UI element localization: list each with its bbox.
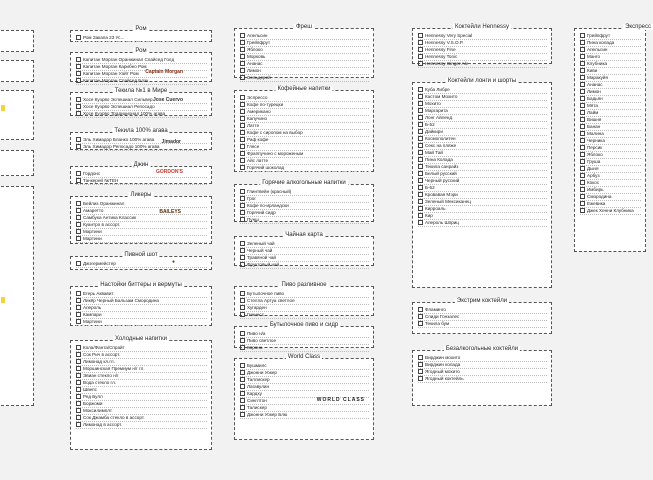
menu-item: Текила санрайз — [418, 164, 547, 171]
menu-item: Черный русский — [418, 178, 547, 185]
menu-item: Лагавулин — [240, 384, 369, 391]
menu-item: Ягодный мохито — [418, 369, 547, 376]
gordons-logo: GORDON'S — [155, 169, 183, 175]
menu-item: Фламинго — [418, 307, 547, 314]
col1-box2 — [70, 48, 212, 83]
menu-item: Пиво светлое — [240, 338, 369, 345]
col1-box2-list — [71, 53, 211, 87]
menu-item: Айс латте — [240, 158, 369, 165]
menu-item: Фруктовый чай — [240, 262, 369, 269]
menu-item: Вирджин мохито — [418, 355, 547, 362]
menu-item: Самбука Антика Классик — [76, 215, 207, 222]
menu-item: Корона — [240, 345, 369, 352]
menu-item: Кофе по-ирландски — [240, 203, 369, 210]
col1-box1-list — [71, 31, 211, 44]
menu-item: Кир — [418, 213, 547, 220]
menu-item: Джек Хенни Клубника — [580, 208, 641, 215]
col1-box3 — [70, 88, 212, 116]
menu-item: Хугарден — [240, 305, 369, 312]
col1-box5 — [70, 162, 212, 184]
col2-box6-title: Бутылочное пиво и сидр — [269, 322, 339, 328]
menu-item: Джонни Уокер — [240, 370, 369, 377]
world-class-logo: WORLD CLASS — [316, 397, 365, 403]
col3-box3-title: Экстрим коктейли — [456, 298, 508, 304]
menu-item: Боржоми — [76, 401, 207, 408]
col2-box2-title: Кофейные напитки — [277, 86, 331, 92]
menu-item: Апероль — [76, 305, 207, 312]
col1-box8-title: Настойки биттеры и вермуты — [100, 282, 182, 288]
col1-box3-list — [71, 93, 211, 120]
menu-item: Вишня — [580, 117, 641, 124]
yellow-mark — [1, 105, 5, 111]
menu-item: Клубника — [580, 61, 641, 68]
menu-item: Маракуйя — [580, 75, 641, 82]
menu-item: Мартини — [76, 229, 207, 236]
col1-box3-title: Текила №1 в Мире — [114, 88, 168, 94]
menu-item: Б-52 — [418, 122, 547, 129]
col2-box3 — [234, 180, 374, 222]
col2-box3-list — [235, 185, 373, 226]
menu-item: Хосе Куэрво Эспешиал Репосадо — [76, 104, 207, 111]
menu-item: Яблоко — [580, 152, 641, 159]
col3-box1-list — [413, 29, 551, 70]
menu-item: Хосе Куэрво Традиционал 100% агава — [76, 111, 207, 118]
menu-item: Моршинская Премиум н/г гл. — [76, 366, 207, 373]
left-partial-box-2 — [0, 60, 34, 82]
menu-item: Сельдерей — [240, 75, 369, 82]
col1-box6 — [70, 192, 212, 244]
menu-item: Хосе Куэрво Эспешиал Сильвер — [76, 97, 207, 104]
menu-item: Вирджин колада — [418, 362, 547, 369]
col1-box4-list — [71, 133, 211, 153]
col2-box4 — [234, 232, 374, 267]
menu-item: Талискер — [240, 405, 369, 412]
col2-box5-list — [235, 287, 373, 321]
menu-item: Эль Химадор Репосадо 100% агава — [76, 144, 207, 151]
menu-item: Бушмилс — [240, 363, 369, 370]
menu-item: Лайм — [580, 110, 641, 117]
menu-item: Гордонс — [76, 171, 207, 178]
menu-item: Белый русский — [418, 171, 547, 178]
menu-item: Капучино — [240, 116, 369, 123]
menu-item: Моксилимплт — [76, 408, 207, 415]
menu-item: Hennessy Ginger Ale — [418, 61, 547, 68]
menu-item: Hennessy Fine — [418, 47, 547, 54]
col3-box4-title: Безалкогольные коктейли — [445, 346, 519, 352]
col1-box8 — [70, 282, 212, 326]
menu-item: Дайкири — [418, 129, 547, 136]
left-partial-box-1 — [0, 30, 34, 52]
menu-item: Манго — [580, 54, 641, 61]
col2-box6 — [234, 322, 374, 350]
menu-item: Кофе с сиропом на выбор — [240, 130, 369, 137]
menu-item: Имбирь — [580, 187, 641, 194]
menu-item: Эвиан стекло н/г — [76, 373, 207, 380]
menu-item: Вода стекло гл. — [76, 380, 207, 387]
col2-box1 — [234, 24, 374, 80]
menu-item: Стелла Артуа светлое — [240, 298, 369, 305]
menu-item: Егерь Аквавит — [76, 291, 207, 298]
menu-item: Текила бум — [418, 321, 547, 328]
col4-box1 — [574, 24, 651, 252]
menu-item: Кровавая Мэри — [418, 192, 547, 199]
col1-box7 — [70, 252, 212, 270]
col3-box4-list — [413, 351, 551, 385]
col2-box7-title: World Class — [287, 354, 321, 360]
col2-box4-title: Чайная карта — [285, 232, 323, 238]
col1-box7-list — [71, 257, 211, 270]
menu-item: Швепс — [76, 387, 207, 394]
menu-item: Hennessy Very Special — [418, 33, 547, 40]
left-partial-box-4 — [0, 150, 34, 176]
menu-item: Зеленый чай — [240, 241, 369, 248]
menu-item: Кирроаль — [418, 206, 547, 213]
col2-box1-title: Фреш — [295, 24, 313, 30]
menu-item: Лимонад кл.гл. — [76, 359, 207, 366]
menu-item: Спиди Гонзалес — [418, 314, 547, 321]
menu-item: Ананас — [580, 82, 641, 89]
menu-item: Черный чай — [240, 248, 369, 255]
menu-item: Кардху — [240, 391, 369, 398]
menu-item: Кокос — [580, 180, 641, 187]
menu-item: Горячий сидр — [240, 210, 369, 217]
el-jimador-logo: Jimador — [161, 139, 181, 145]
menu-item: Б-52 — [418, 185, 547, 192]
col1-box6-list — [71, 197, 211, 245]
col1-box2-title: Ром — [135, 48, 147, 54]
menu-item: Джэгермейстер — [76, 261, 207, 268]
left-partial-box-3 — [0, 90, 34, 140]
menu-item: Бейлиз Оранжинал — [76, 201, 207, 208]
menu-item: Апельсин — [240, 33, 369, 40]
col1-box1-title: Ром — [135, 26, 147, 32]
menu-item: Лимон — [240, 68, 369, 75]
menu-item: Американо — [240, 109, 369, 116]
menu-item: Травяной чай — [240, 255, 369, 262]
menu-item: Капитан Морган Уайт Ром — [76, 71, 207, 78]
menu-item: Синглтон — [240, 398, 369, 405]
menu-item: Банан — [580, 124, 641, 131]
menu-item: Мартини — [76, 319, 207, 326]
menu-item: Мартини — [76, 236, 207, 243]
menu-item: Пина Колада — [418, 157, 547, 164]
menu-item: Ром Закапа 23 Ус... — [76, 35, 207, 42]
menu-item: Глясе — [240, 144, 369, 151]
menu-item: Киви — [580, 68, 641, 75]
jose-cuervo-logo: Jose Cuervo — [152, 97, 183, 103]
menu-item: Смородина — [580, 194, 641, 201]
col2-box5 — [234, 282, 374, 317]
col4-box1-list — [575, 29, 645, 217]
menu-item: Секс на пляже — [418, 143, 547, 150]
baileys-logo: BAILEYS — [159, 209, 181, 215]
menu-item: Кола/Фанта/Спрайт — [76, 345, 207, 352]
col3-box4 — [412, 346, 552, 406]
col2-box7 — [234, 354, 374, 440]
col1-box9-title: Холодные напитки — [114, 336, 168, 342]
menu-item: Бутылочное пиво — [240, 291, 369, 298]
menu-item: Эль Химадор Бланко 100% агава — [76, 137, 207, 144]
menu-item: Лонг Айленд — [418, 115, 547, 122]
col3-box1-title: Коктейли Hennessy — [454, 24, 510, 30]
col1-box4 — [70, 128, 212, 150]
col2-box1-list — [235, 29, 373, 84]
menu-item: Космополитен — [418, 136, 547, 143]
menu-item: Ежевика — [580, 201, 641, 208]
col2-box2-list — [235, 91, 373, 174]
col2-box5-title: Пиво разливное — [281, 282, 327, 288]
menu-item: Hennessy V.S.O.P. — [418, 40, 547, 47]
col1-box9 — [70, 336, 212, 450]
menu-item: Куантро в ассорт. — [76, 222, 207, 229]
menu-item: Сок Джамба стекло в ассорт. — [76, 415, 207, 422]
menu-item: Фраппучино с мороженым — [240, 151, 369, 158]
col2-box6-list — [235, 327, 373, 354]
menu-item: Грейпфрут — [580, 33, 641, 40]
menu-item: Сок Рич в ассорт. — [76, 352, 207, 359]
col2-box2 — [234, 86, 374, 172]
menu-item: Пиво н/а — [240, 331, 369, 338]
menu-item: Грог — [240, 196, 369, 203]
menu-item: Арбуз — [580, 173, 641, 180]
menu-item: Пина колада — [580, 40, 641, 47]
col1-box8-list — [71, 287, 211, 328]
menu-item: Эспрессо — [240, 95, 369, 102]
menu-item: Грейпфрут — [240, 40, 369, 47]
col2-box4-list — [235, 237, 373, 271]
menu-item: Лимонад в ассорт. — [76, 422, 207, 429]
menu-item: Морковь — [240, 54, 369, 61]
col3-box1 — [412, 24, 552, 66]
menu-item: Ягодный коктейль — [418, 376, 547, 383]
col3-box3 — [412, 298, 552, 334]
menu-item: Пунш — [240, 217, 369, 224]
menu-item: Кофе по-турецки — [240, 102, 369, 109]
col2-box7-list — [235, 359, 373, 421]
col3-box2-list — [413, 83, 551, 229]
menu-item: Черника — [580, 138, 641, 145]
menu-item: Гиннесс — [240, 312, 369, 319]
menu-item: Танкерей №ТЕН — [76, 178, 207, 185]
col1-box6-title: Ликеры — [130, 192, 152, 198]
col3-box2 — [412, 78, 552, 288]
menu-item: Бадьян — [580, 96, 641, 103]
menu-item: Ред Булл — [76, 394, 207, 401]
menu-item: Кампари — [76, 312, 207, 319]
col1-box1 — [70, 26, 212, 42]
menu-item: Яблоко — [240, 47, 369, 54]
captain-morgan-logo: Captain Morgan — [145, 69, 183, 75]
menu-item: Ликёр Черный Бальзам Смородина — [76, 298, 207, 305]
menu-item: Кастом Мохито — [418, 94, 547, 101]
menu-item: Капитан Морган Спайсед Блэк — [76, 78, 207, 85]
menu-item: Персик — [580, 145, 641, 152]
menu-item: Раф кофе — [240, 137, 369, 144]
col3-box3-list — [413, 303, 551, 330]
menu-item: Мохито — [418, 101, 547, 108]
jagermeister-logo: ● — [171, 259, 175, 265]
col1-box5-list — [71, 167, 211, 187]
menu-item: Зеленый Мексиканец — [418, 199, 547, 206]
menu-item: Мята — [580, 103, 641, 110]
menu-item: Маргарита — [418, 108, 547, 115]
menu-item: Май Тай — [418, 150, 547, 157]
menu-item: Капитан Морган Карибео Ром — [76, 64, 207, 71]
menu-item: Апельсин — [580, 47, 641, 54]
menu-item: Джонни Уокер Блю — [240, 412, 369, 419]
menu-item: Апероль Шприц — [418, 220, 547, 227]
menu-item: Ананас — [240, 61, 369, 68]
left-partial-box-5 — [0, 186, 34, 406]
col1-box7-title: Пивной шот — [124, 252, 158, 258]
menu-item: Глинтвейн (красный) — [240, 189, 369, 196]
menu-item: Дыня — [580, 166, 641, 173]
menu-item: Капитан Морган Оранжинал Спайсед Голд — [76, 57, 207, 64]
menu-item: Горячий шоколад — [240, 165, 369, 172]
col3-box2-title: Коктейли лонги и шорты — [447, 78, 517, 84]
col2-box3-title: Горячие алкогольные напитки — [262, 180, 346, 186]
col1-box4-title: Текила 100% агава — [114, 128, 168, 134]
menu-item: Малина — [580, 131, 641, 138]
menu-item: Груша — [580, 159, 641, 166]
menu-item: Hennessy Tonic — [418, 54, 547, 61]
col1-box9-list — [71, 341, 211, 431]
menu-item: Латте — [240, 123, 369, 130]
menu-item: Амаретто — [76, 208, 207, 215]
col4-box1-title: Экспресс — [625, 24, 651, 30]
yellow-mark-2 — [1, 297, 5, 303]
menu-item: Куба Либре — [418, 87, 547, 94]
col1-box5-title: Джин — [133, 162, 149, 168]
menu-item: Таллискер — [240, 377, 369, 384]
menu-item: Лимон — [580, 89, 641, 96]
